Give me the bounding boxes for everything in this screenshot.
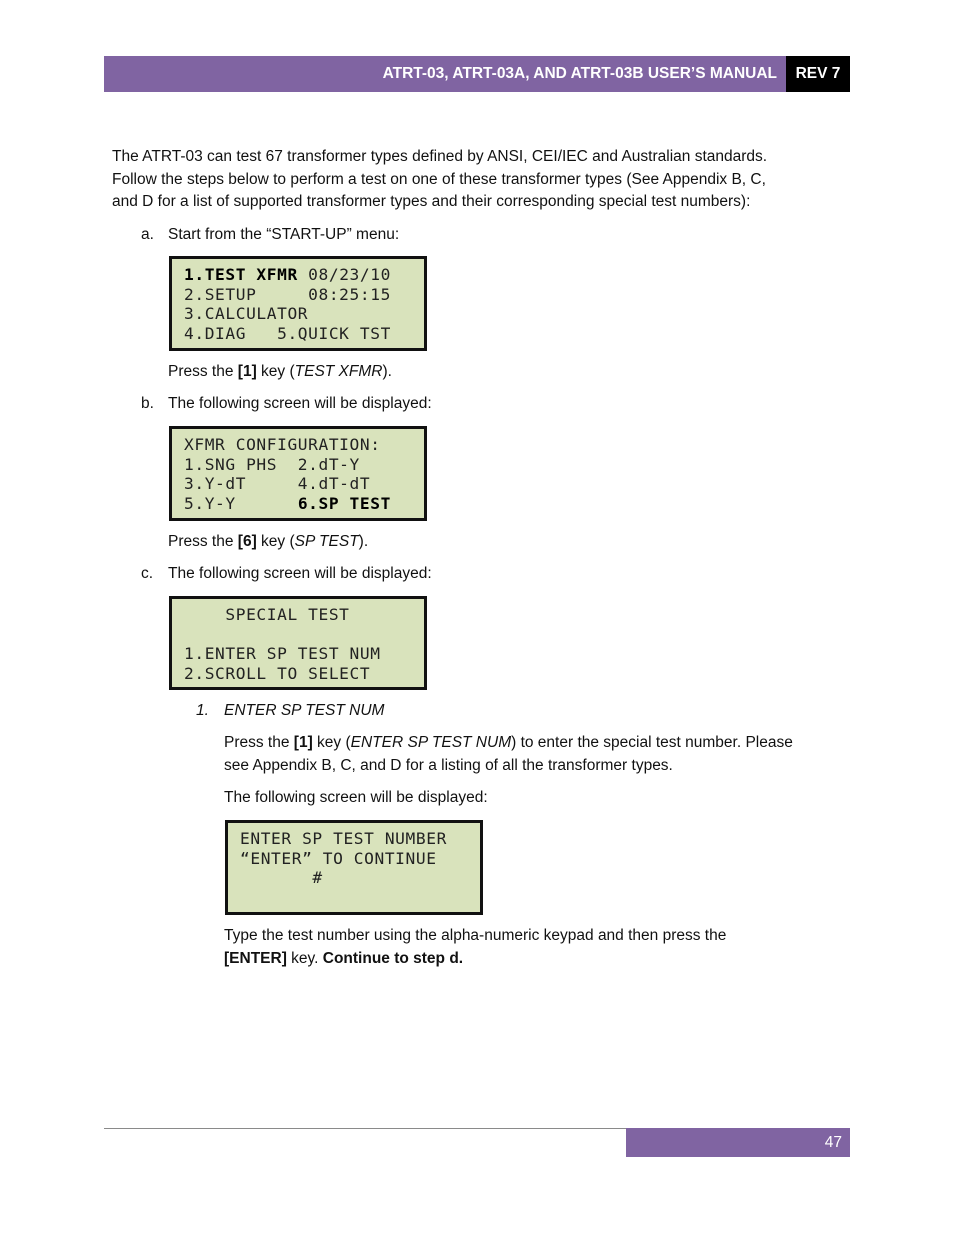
- intro-line: The ATRT-03 can test 67 transformer types defined by ANSI, CEI/IEC and Australian standards.: [112, 148, 768, 165]
- manual-title: ATRT-03, ATRT-03A, AND ATRT-03B USER’S MANUAL: [382, 65, 777, 82]
- startup-menu-lcd: [169, 256, 427, 351]
- page-number: 47: [824, 1133, 842, 1151]
- substep-1-screen-intro: The following screen will be displayed:: [224, 789, 488, 806]
- lcd-row: 1.ENTER SP TEST NUM: [184, 644, 381, 663]
- press-text: key (: [256, 533, 295, 550]
- revision-label: REV 7: [795, 65, 841, 82]
- step-c-marker: c.: [141, 565, 154, 582]
- key-function: SP TEST: [294, 533, 359, 550]
- lcd-row: [184, 494, 424, 514]
- xfmr-configuration-lcd: [169, 426, 427, 521]
- revision-badge: [786, 56, 850, 92]
- press-text: Press the: [224, 734, 294, 751]
- lcd-row: ENTER SP TEST NUMBER: [240, 829, 447, 848]
- key-function: TEST XFMR: [294, 363, 383, 380]
- lcd-date: 08/23/10: [297, 265, 391, 284]
- press-text: key (: [256, 363, 295, 380]
- press-text: key (: [312, 734, 351, 751]
- key-label: [1]: [293, 734, 313, 751]
- substep-1-marker: 1.: [196, 702, 209, 719]
- intro-paragraph: [112, 146, 767, 214]
- lcd-row: XFMR CONFIGURATION:: [184, 435, 381, 454]
- key-function: ENTER SP TEST NUM: [350, 734, 512, 751]
- lcd-highlight: 6.SP TEST: [297, 493, 391, 513]
- step-a-text: Start from the “START-UP” menu:: [168, 226, 400, 243]
- lcd-row: 4.DIAG 5.QUICK TST: [184, 323, 391, 343]
- footer-page-band: [626, 1128, 850, 1157]
- instruction-line: [224, 732, 793, 755]
- press-text: key.: [286, 949, 323, 967]
- lcd-row: [240, 888, 480, 908]
- enter-sp-test-number-lcd: [225, 820, 483, 915]
- step-b-marker: b.: [141, 395, 154, 412]
- substep-1-instruction: [224, 732, 793, 777]
- instruction-line: see Appendix B, C, and D for a listing of all the transformer types.: [224, 756, 673, 774]
- instruction-line: [224, 948, 726, 971]
- header-title-band: [104, 56, 786, 92]
- intro-line: Follow the steps below to perform a test on one of these transformer types (See Appendix B, C,: [112, 170, 766, 188]
- press-text: ).: [358, 533, 369, 550]
- lcd-row: #: [240, 868, 323, 887]
- key-label: [1]: [237, 363, 257, 380]
- key-label: [ENTER]: [224, 949, 287, 967]
- lcd-row: 3.CALCULATOR: [184, 304, 309, 323]
- lcd-row: 2.SCROLL TO SELECT: [184, 663, 371, 683]
- lcd-row: [184, 625, 424, 645]
- lcd-highlight: 1.TEST XFMR: [184, 265, 298, 284]
- press-text: Press the: [168, 533, 238, 550]
- lcd-row: [184, 265, 424, 285]
- press-text: Press the: [168, 363, 238, 380]
- key-label: [6]: [237, 533, 257, 550]
- intro-line: and D for a list of supported transformer types and their corresponding special test numbers):: [112, 193, 751, 210]
- lcd-row: 3.Y-dT 4.dT-dT: [184, 474, 371, 493]
- press-text: ) to enter the special test number. Please: [511, 734, 793, 751]
- step-c-text: The following screen will be displayed:: [168, 565, 432, 582]
- step-a-marker: a.: [141, 226, 154, 243]
- instruction-line: Type the test number using the alpha-numeric keypad and then press the: [224, 927, 727, 944]
- lcd-row: 1.SNG PHS 2.dT-Y: [184, 454, 360, 474]
- substep-1-type-instruction: [224, 925, 726, 970]
- substep-1-title: ENTER SP TEST NUM: [224, 702, 385, 719]
- step-b-press-instruction: [168, 531, 368, 554]
- lcd-row: “ENTER” TO CONTINUE: [240, 848, 437, 868]
- continue-note: Continue to step d.: [322, 949, 464, 967]
- lcd-row: 2.SETUP 08:25:15: [184, 284, 391, 304]
- step-a-press-instruction: [168, 361, 392, 384]
- lcd-row: SPECIAL TEST: [184, 605, 350, 624]
- step-b-text: The following screen will be displayed:: [168, 395, 432, 412]
- press-text: ).: [382, 363, 392, 380]
- special-test-lcd: [169, 596, 427, 690]
- lcd-text: 5.Y-Y: [184, 493, 298, 513]
